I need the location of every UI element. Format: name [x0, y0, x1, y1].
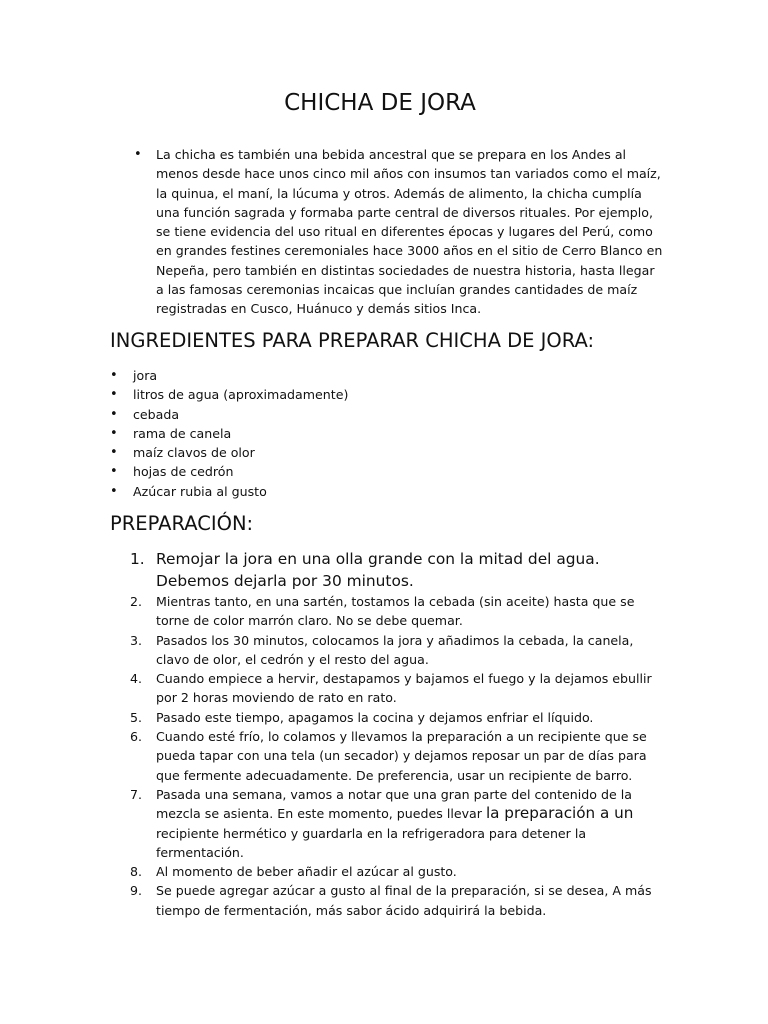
step-text: Se puede agregar azúcar a gusto al final de la preparación, si se desea, A más tiempo de fermentación, más sabor ácido adquirirá la bebida.	[156, 883, 652, 918]
ingredient-item	[110, 424, 348, 443]
ingredients-list	[110, 366, 348, 501]
document-title: CHICHA DE JORA	[284, 90, 476, 116]
bullet-icon: •	[110, 425, 118, 441]
step-text-part: Pasada una semana, vamos a notar que una gran parte del contenido de la mezcla se asienta. En este momento, puedes llevar	[156, 786, 632, 822]
step-item	[130, 669, 665, 708]
step-text: Mientras tanto, en una sartén, tostamos la cebada (sin aceite) hasta que se torne de color marrón claro. No se debe quemar.	[156, 594, 635, 629]
preparation-heading: PREPARACIÓN:	[110, 512, 254, 535]
bullet-icon: •	[110, 368, 118, 383]
step-item	[130, 548, 665, 592]
step-number: 8.	[130, 864, 143, 880]
ingredients-heading: INGREDIENTES PARA PREPARAR CHICHA DE JORA:	[110, 329, 595, 352]
step-text: Remojar la jora en una olla grande con la mitad del agua. Debemos dejarla por 30 minutos.	[156, 550, 600, 590]
step-text: Cuando esté frío, lo colamos y llevamos la preparación a un recipiente que se pueda tapar con una tela (un secador) y dejamos reposar un par de días para que fermente adecuadamente. De preferencia, usar un recipiente de barro.	[156, 729, 647, 783]
step-number: 9.	[130, 883, 143, 899]
ingredient-item	[110, 405, 348, 424]
step-number: 3.	[130, 632, 143, 648]
ingredient-text: litros de agua (aproximadamente)	[133, 387, 349, 403]
intro-list	[134, 145, 664, 319]
step-text: Pasado este tiempo, apagamos la cocina y dejamos enfriar el líquido.	[156, 709, 594, 725]
ingredient-text: rama de canela	[133, 425, 232, 441]
ingredient-item	[110, 482, 348, 501]
bullet-icon: •	[110, 406, 118, 422]
bullet-icon: •	[110, 387, 118, 403]
step-item	[130, 708, 665, 727]
ingredient-text: Azúcar rubia al gusto	[133, 483, 267, 499]
step-number: 4.	[130, 671, 143, 687]
step-item	[130, 785, 665, 862]
ingredient-text: hojas de cedrón	[133, 464, 234, 480]
step-item	[130, 631, 665, 670]
step-item	[130, 862, 665, 881]
ingredient-text: cebada	[133, 406, 180, 422]
intro-text: La chicha es también una bebida ancestral que se prepara en los Andes al menos desde hace unos cinco mil años con insumos tan variados como el maíz, la quinua, el maní, la lúcuma y otros. Además de alimento, la chicha cumplía una función sagrada y formaba parte central de diversos rituales. Por ejemplo, se tiene evidencia del uso ritual en diferentes épocas y lugares del Perú, como en grandes festines ceremoniales hace 3000 años en el sitio de Cerro Blanco en Nepeña, pero también en distintas sociedades de nuestra historia, hasta llegar a las famosas ceremonias incaicas que incluían grandes cantidades de maíz registradas en Cusco, Huánuco y demás sitios Inca.	[156, 147, 663, 317]
bullet-icon: •	[134, 147, 142, 162]
ingredient-text: maíz clavos de olor	[133, 445, 255, 461]
step-item	[130, 592, 665, 631]
step-number: 6.	[130, 729, 143, 745]
bullet-icon: •	[110, 483, 118, 499]
step-number: 2.	[130, 594, 143, 609]
step-text-part: recipiente hermético y guardarla en la refrigeradora para detener la fermentación.	[156, 825, 587, 860]
step-text: Pasados los 30 minutos, colocamos la jora y añadimos la cebada, la canela, clavo de olor, el cedrón y el resto del agua.	[156, 632, 634, 667]
step-item	[130, 727, 665, 785]
step-number: 5.	[130, 709, 143, 725]
preparation-steps	[130, 548, 665, 920]
step-number: 7.	[130, 786, 143, 802]
step-item	[130, 881, 665, 920]
step-text: Al momento de beber añadir el azúcar al gusto.	[156, 864, 457, 880]
step-text: Cuando empiece a hervir, destapamos y bajamos el fuego y la dejamos ebullir por 2 horas moviendo de rato en rato.	[156, 671, 652, 706]
ingredient-item	[110, 366, 348, 385]
step-text-part: la preparación a un	[485, 804, 634, 823]
bullet-icon: •	[110, 464, 118, 480]
intro-paragraph	[134, 145, 664, 319]
ingredient-text: jora	[133, 368, 158, 383]
ingredient-item	[110, 462, 348, 481]
step-text	[156, 787, 633, 860]
step-number: 1.	[130, 550, 145, 568]
ingredient-item	[110, 385, 348, 404]
bullet-icon: •	[110, 445, 118, 461]
ingredient-item	[110, 443, 348, 462]
